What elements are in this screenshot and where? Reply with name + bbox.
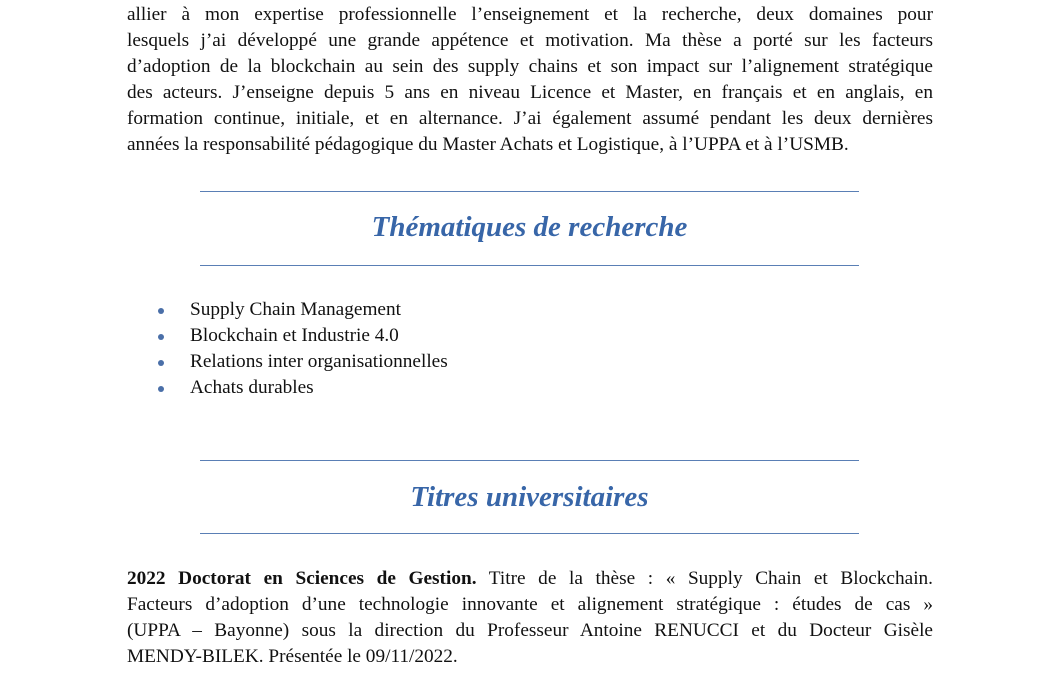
section-rule-top [200,460,859,461]
degree-heading: 2022 Doctorat en Sciences de Gestion. [127,568,477,589]
bullet-icon [158,334,164,340]
degree-text: Titre de la thèse : « Supply Chain et Blockchain. [476,568,934,589]
titles-section-title: Titres universitaires [410,481,649,513]
research-section-title: Thématiques de recherche [371,211,688,243]
intro-line: lesquels j’ai développé une grande appétence et motivation. Ma thèse a porté sur les facteurs [127,30,933,51]
list-item-label: Supply Chain Management [190,299,401,320]
intro-line: des acteurs. J’enseigne depuis 5 ans en niveau Licence et Master, en français et en anglais, en [127,82,933,103]
list-item [158,375,448,401]
bullet-icon [158,360,164,366]
degree-paragraph [127,566,933,670]
section-rule-bottom [200,265,859,266]
section-rule-top [200,191,859,192]
intro-line: d’adoption de la blockchain au sein des supply chains et son impact sur l’alignement stratégique [127,56,933,77]
list-item [158,323,448,349]
list-item-label: Relations inter organisationnelles [190,351,448,372]
intro-line: allier à mon expertise professionnelle l’enseignement et la recherche, deux domaines pour [127,4,933,25]
degree-line: Facteurs d’adoption d’une technologie innovante et alignement stratégique : études de cas » [127,594,933,615]
bullet-icon [158,308,164,314]
intro-line: années la responsabilité pédagogique du Master Achats et Logistique, à l’UPPA et à l’USMB. [127,134,849,155]
intro-paragraph [127,2,933,158]
list-item [158,297,448,323]
degree-line: MENDY-BILEK. Présentée le 09/11/2022. [127,646,458,667]
degree-line [127,566,933,592]
research-topics-list [158,297,448,401]
intro-line: formation continue, initiale, et en alternance. J’ai également assumé pendant les deux dernières [127,108,933,129]
bullet-icon [158,386,164,392]
degree-line: (UPPA – Bayonne) sous la direction du Professeur Antoine RENUCCI et du Docteur Gisèle [127,620,933,641]
section-rule-bottom [200,533,859,534]
list-item [158,349,448,375]
list-item-label: Blockchain et Industrie 4.0 [190,325,399,346]
list-item-label: Achats durables [190,377,314,398]
